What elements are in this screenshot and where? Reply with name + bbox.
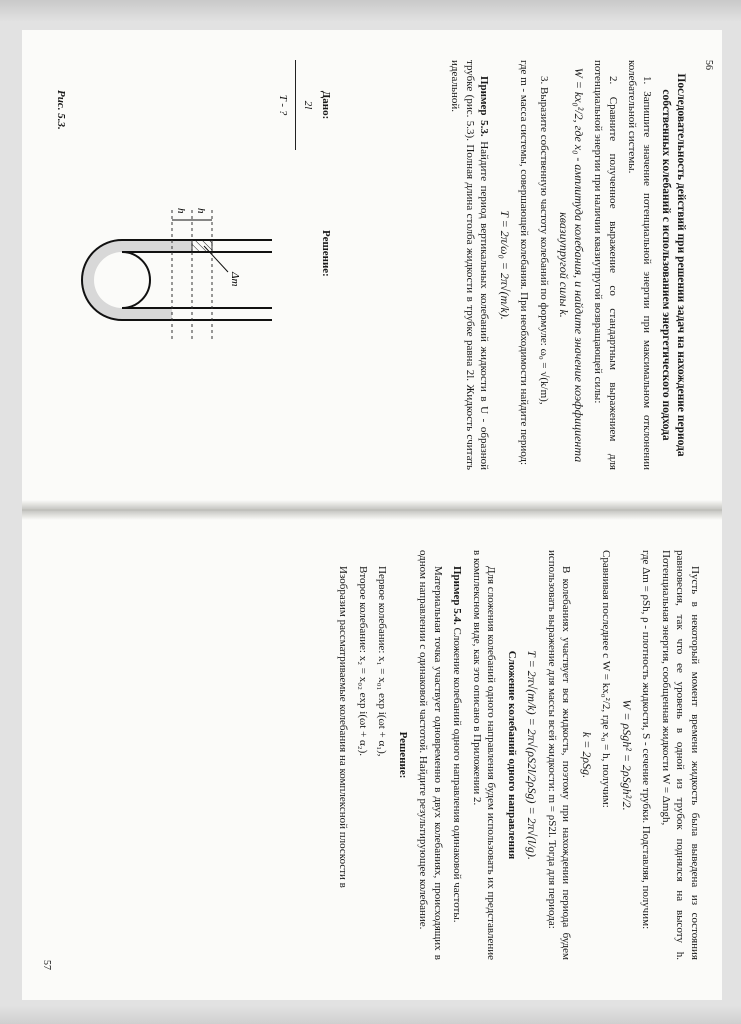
label-h-1: h: [195, 208, 207, 214]
solution-label-56: Решение:: [320, 230, 332, 277]
example-5-3-text: Найдите период вертикальных колебаний жидкости в U - образной трубке (рис. 5.3). Полная длина столба жидкости в трубке равна 2l. Жидкость считать идеальной.: [449, 60, 491, 470]
page-57-text: [331, 550, 702, 960]
p57-para-6: Изобразим рассматриваемые колебания на комплексной плоскости в: [337, 566, 350, 888]
section-title-addition: Сложение колебаний одного направления: [506, 650, 518, 860]
example-5-4-text: Сложение колебаний одного направления одинаковой частоты.: [451, 627, 464, 923]
p57-para-5: Материальная точка участвует одновременно в двух колебаниях, происходящих в одном направлении с одинаковой частотой. Найдите результирующее колебание.: [417, 550, 444, 960]
example-5-4: [450, 550, 465, 960]
second-oscillation: Второе колебание: x₂ = x₀₂ exp i(ωt + α₂).: [357, 566, 369, 757]
example-5-3-label: Пример 5.3.: [478, 76, 491, 137]
step-2: 2. Сравните полученное выражение со стандартным выражением для потенциальной энергии при наличии квазиупругой возвращающей силы:: [592, 60, 619, 470]
p57-para-2: Сравнивая последнее с W = kx₀²/2, где x₀ = h, получим:: [600, 550, 613, 808]
delta-m-hatch: [192, 240, 212, 252]
page-number-57: 57: [41, 960, 52, 970]
page-56: [22, 30, 722, 500]
find-value: T - ?: [277, 94, 289, 116]
given-block: [271, 60, 332, 150]
page-56-text: [443, 60, 688, 470]
formula-period: T = 2π/ω₀ = 2π√(m/k).: [498, 210, 512, 320]
book-spine: [22, 500, 722, 520]
p57-para-1b: где Δm = ρSh, ρ - плотность жидкости, S - сечение трубки. Подставляя, получим:: [640, 550, 653, 930]
given-label: Дано:: [320, 90, 332, 120]
formula-t-final: T = 2π√(m/k) = 2π√(ρS2l/2ρSg) = 2π√(l/g).: [525, 650, 540, 860]
formula-k: k = 2ρSg.: [580, 731, 594, 779]
formula-w-rho: W = ρSgh² = 2ρSgh²/2.: [620, 699, 634, 811]
example-5-4-label: Пример 5.4.: [451, 566, 464, 625]
page-56-rotated-content: [22, 30, 722, 500]
label-h-2: h: [175, 208, 187, 214]
step-3: 3. Выразите собственную частоту колебаний по формуле: ω₀ = √(k/m),: [538, 76, 550, 405]
formula-potential-energy: W = kx₀²/2, где x₀ - амплитуда колебания, и найдите значение коэффициента квазиупругой силы k.: [557, 67, 586, 463]
u-tube-inner: [122, 252, 272, 308]
label-delta-m: Δm: [229, 272, 241, 287]
p57-para-4: Для сложения колебаний одного направления будем использовать их представление в комплексном виде, как это описано в Приложении 2.: [471, 550, 498, 960]
first-oscillation: Первое колебание: x₁ = x₀₁ exp i(ωt + α₁),: [376, 566, 389, 757]
scan-edge-bottom: [0, 1006, 741, 1024]
figure-caption-5-3: Рис. 5.3.: [55, 90, 67, 130]
given-divider: [295, 60, 296, 150]
p57-para-1: Пусть в некоторый момент времени жидкость была выведена из состояния равновесия, так что ее уровень в одной из трубок поднялся на высоту h. Потенциальная энергия, сообщенная жидкости W = Δmgh,: [660, 550, 701, 960]
p57-para-3: В колебаниях участвует вся жидкость, поэтому при нахождении периода будем использовать выражение для массы всей жидкости: m = ρS2l. Тогда для периода:: [546, 550, 573, 960]
delta-m-pointer: [204, 246, 228, 272]
page-number-56: 56: [703, 60, 714, 70]
step-3-continued: где m - масса системы, совершающей колебания. При необходимости найдите период:: [518, 60, 531, 466]
page-57: [22, 520, 722, 1000]
page-57-rotated-content: [22, 520, 722, 1000]
step-1: 1. Запишите значение потенциальной энергии при максимальном отклонении колебательной системы.: [626, 60, 653, 470]
solution-label-57: Решение:: [397, 731, 409, 779]
given-value: 2l: [302, 100, 314, 110]
procedure-title: Последовательность действий при решении задач на нахождение периода собственных колебаний с использованием энергетического подхода: [660, 73, 687, 457]
u-tube-diagram: [52, 180, 312, 380]
example-5-3: [448, 60, 492, 470]
scan-edge-top: [0, 0, 741, 22]
